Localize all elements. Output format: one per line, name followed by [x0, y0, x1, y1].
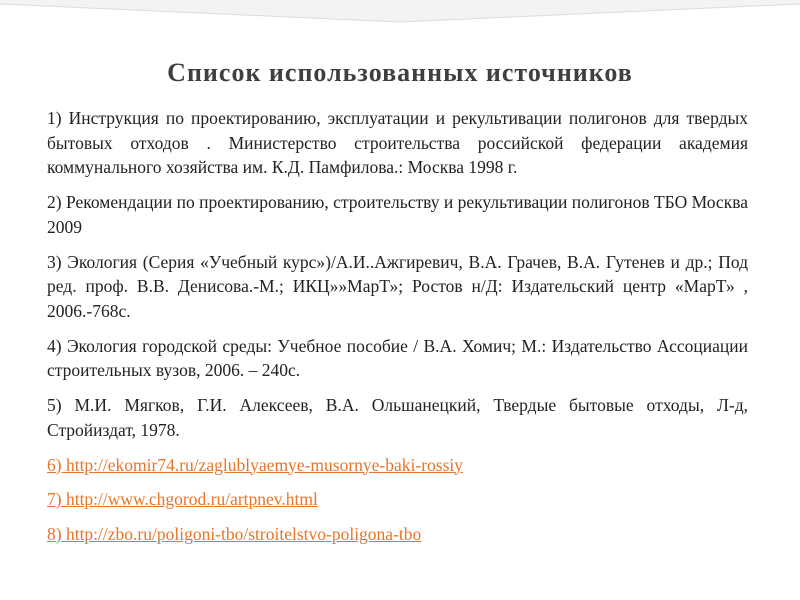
reference-6	[47, 453, 748, 478]
top-wedge-shape	[0, 0, 800, 22]
reference-1: 1) Инструкция по проектированию, эксплуатации и рекультивации полигонов для твердых бытовых отходов . Министерство строительства российской федерации академия коммунального хозяйства им. К.Д. Памфилова.: Москва 1998 г.	[47, 108, 748, 177]
reference-2: 2) Рекомендации по проектированию, строительству и рекультивации полигонов ТБО Москва 2009	[47, 192, 748, 237]
references-list	[47, 106, 748, 556]
reference-link-8[interactable]: 8) http://zbo.ru/poligoni-tbo/stroitelstvo-poligona-tbo	[47, 523, 422, 544]
reference-4: 4) Экология городской среды: Учебное пособие / В.А. Хомич; М.: Издательство Ассоциации строительных вузов, 2006. – 240с.	[47, 335, 748, 380]
reference-8	[47, 522, 748, 547]
top-decoration	[0, 0, 800, 40]
slide-title: Список использованных источников	[167, 58, 633, 87]
reference-7	[47, 487, 748, 512]
reference-link-7[interactable]: 7) http://www.chgorod.ru/artpnev.html	[47, 489, 318, 509]
reference-link-6[interactable]: 6) http://ekomir74.ru/zaglublyaemye-musornye-baki-rossiy	[47, 454, 464, 475]
reference-3: 3) Экология (Серия «Учебный курс»)/А.И..Ажгиревич, В.А. Грачев, В.А. Гутенев и др.; Под ред. проф. В.В. Денисова.-М.; ИКЦ»»МарТ»; Ростов н/Д: Издательский центр «МарТ» , 2006.-768с.	[47, 251, 748, 321]
reference-5: 5) М.И. Мягков, Г.И. Алексеев, В.А. Ольшанецкий, Твердые бытовые отходы, Л-д, Стройиздат, 1978.	[47, 395, 748, 440]
